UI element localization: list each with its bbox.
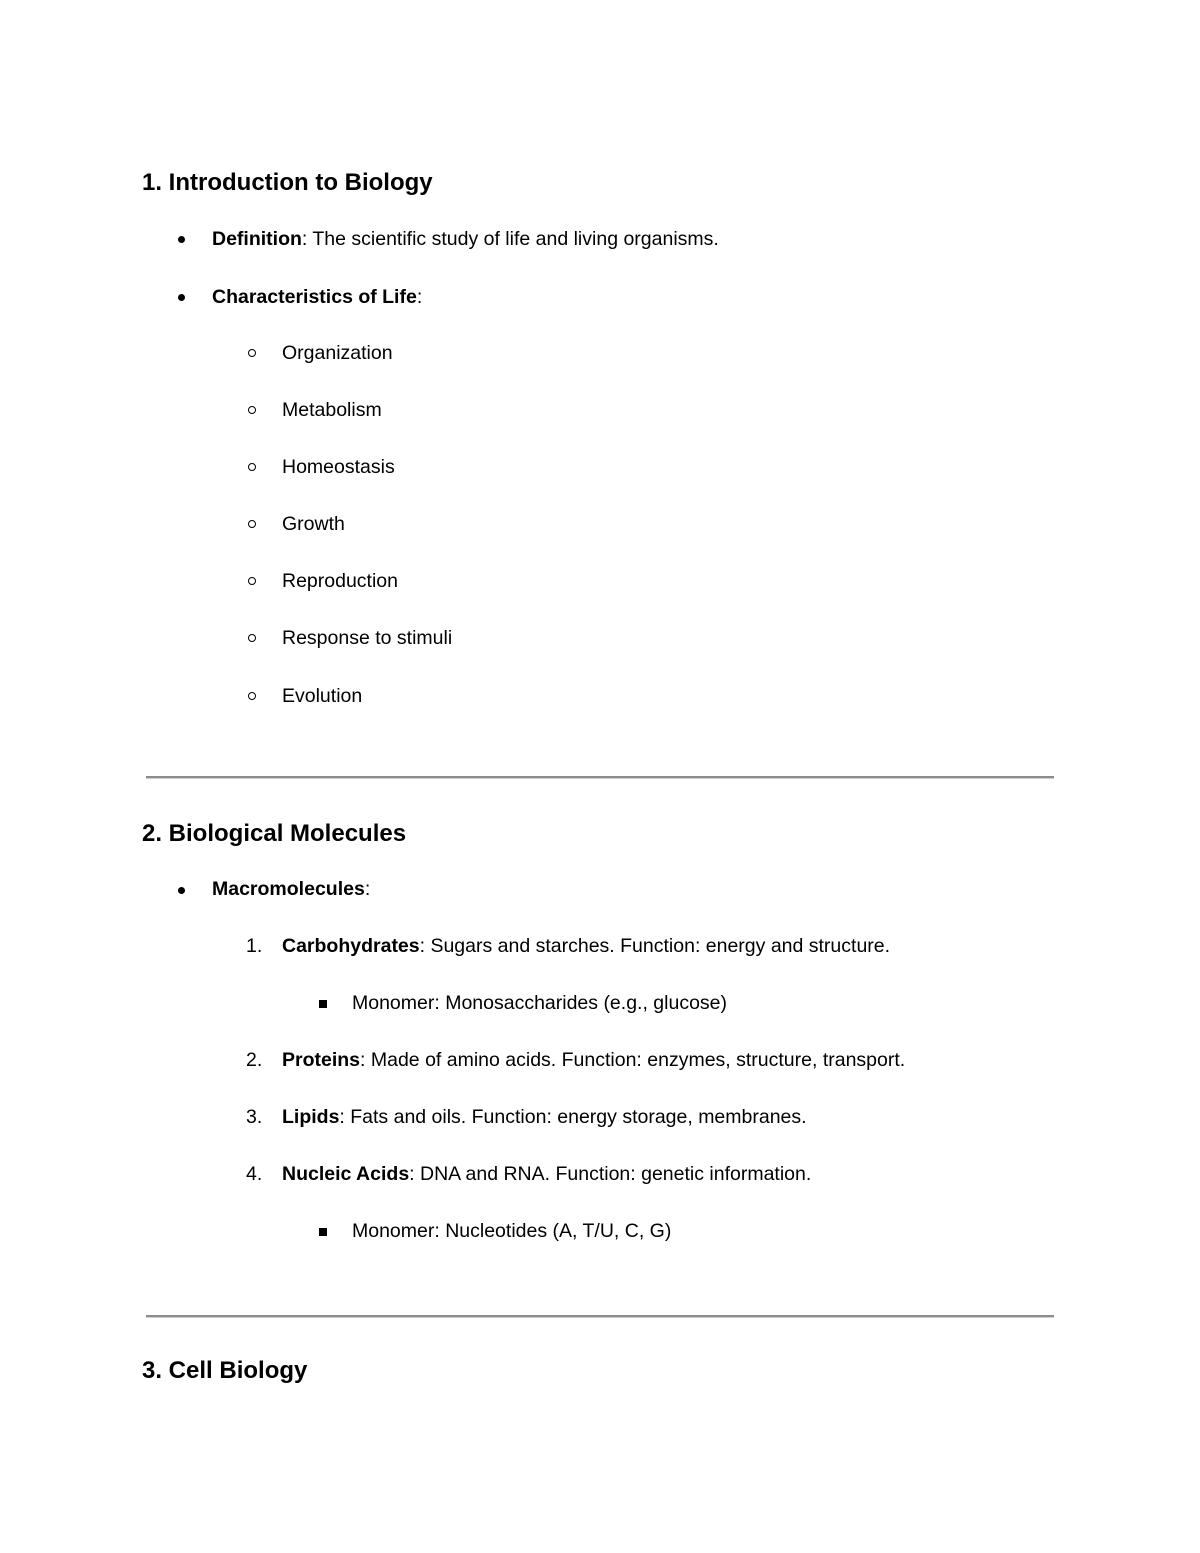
bullet-circle-icon (248, 520, 256, 528)
characteristic-item: Homeostasis (282, 456, 395, 478)
definition-item (212, 227, 719, 251)
bullet-circle-icon (248, 463, 256, 471)
monomer-item: Monomer: Monosaccharides (e.g., glucose) (352, 992, 728, 1014)
item-text: : Sugars and starches. Function: energy and structure. (419, 935, 891, 957)
bullet-square-icon (319, 1000, 327, 1008)
item-term: Proteins (282, 1049, 361, 1071)
macromolecules-item (212, 877, 370, 901)
list-number: 4. (246, 1163, 263, 1185)
bullet-disc-icon (178, 236, 185, 243)
section-divider (146, 776, 1054, 779)
list-number: 2. (246, 1049, 263, 1071)
bullet-circle-icon (248, 634, 256, 642)
macromolecules-colon: : (364, 878, 371, 900)
monomer-item: Monomer: Nucleotides (A, T/U, C, G) (352, 1220, 672, 1242)
bullet-disc-icon (178, 887, 185, 894)
macromolecule-item-carbohydrates (282, 934, 890, 958)
bullet-circle-icon (248, 692, 256, 700)
characteristic-item: Response to stimuli (282, 627, 453, 649)
bullet-circle-icon (248, 577, 256, 585)
item-term: Lipids (282, 1106, 340, 1128)
item-text: : DNA and RNA. Function: genetic information. (409, 1163, 812, 1185)
bullet-disc-icon (178, 294, 185, 301)
bullet-square-icon (319, 1228, 327, 1236)
section-heading-cell-biology: 3. Cell Biology (142, 1357, 308, 1384)
item-term: Carbohydrates (282, 935, 420, 957)
section-divider (146, 1315, 1054, 1318)
macromolecules-term: Macromolecules (212, 878, 365, 900)
bullet-circle-icon (248, 406, 256, 414)
list-number: 3. (246, 1106, 263, 1128)
characteristics-term: Characteristics of Life (212, 286, 417, 308)
macromolecule-item-lipids (282, 1105, 807, 1129)
macromolecule-item-nucleic-acids (282, 1162, 811, 1186)
characteristic-item: Organization (282, 342, 393, 364)
characteristic-item: Evolution (282, 685, 363, 707)
item-text: : Fats and oils. Function: energy storage, membranes. (339, 1106, 807, 1128)
characteristic-item: Growth (282, 513, 345, 535)
section-heading-introduction: 1. Introduction to Biology (142, 169, 433, 196)
characteristic-item: Metabolism (282, 399, 382, 421)
item-text: : Made of amino acids. Function: enzymes, structure, transport. (360, 1049, 906, 1071)
definition-term: Definition (212, 228, 302, 250)
characteristics-item (212, 285, 422, 309)
bullet-circle-icon (248, 349, 256, 357)
list-number: 1. (246, 935, 263, 957)
characteristics-colon: : (416, 286, 423, 308)
macromolecule-item-proteins (282, 1048, 905, 1072)
definition-text: : The scientific study of life and living organisms. (301, 228, 719, 250)
characteristic-item: Reproduction (282, 570, 398, 592)
item-term: Nucleic Acids (282, 1163, 410, 1185)
section-heading-biological-molecules: 2. Biological Molecules (142, 820, 407, 847)
